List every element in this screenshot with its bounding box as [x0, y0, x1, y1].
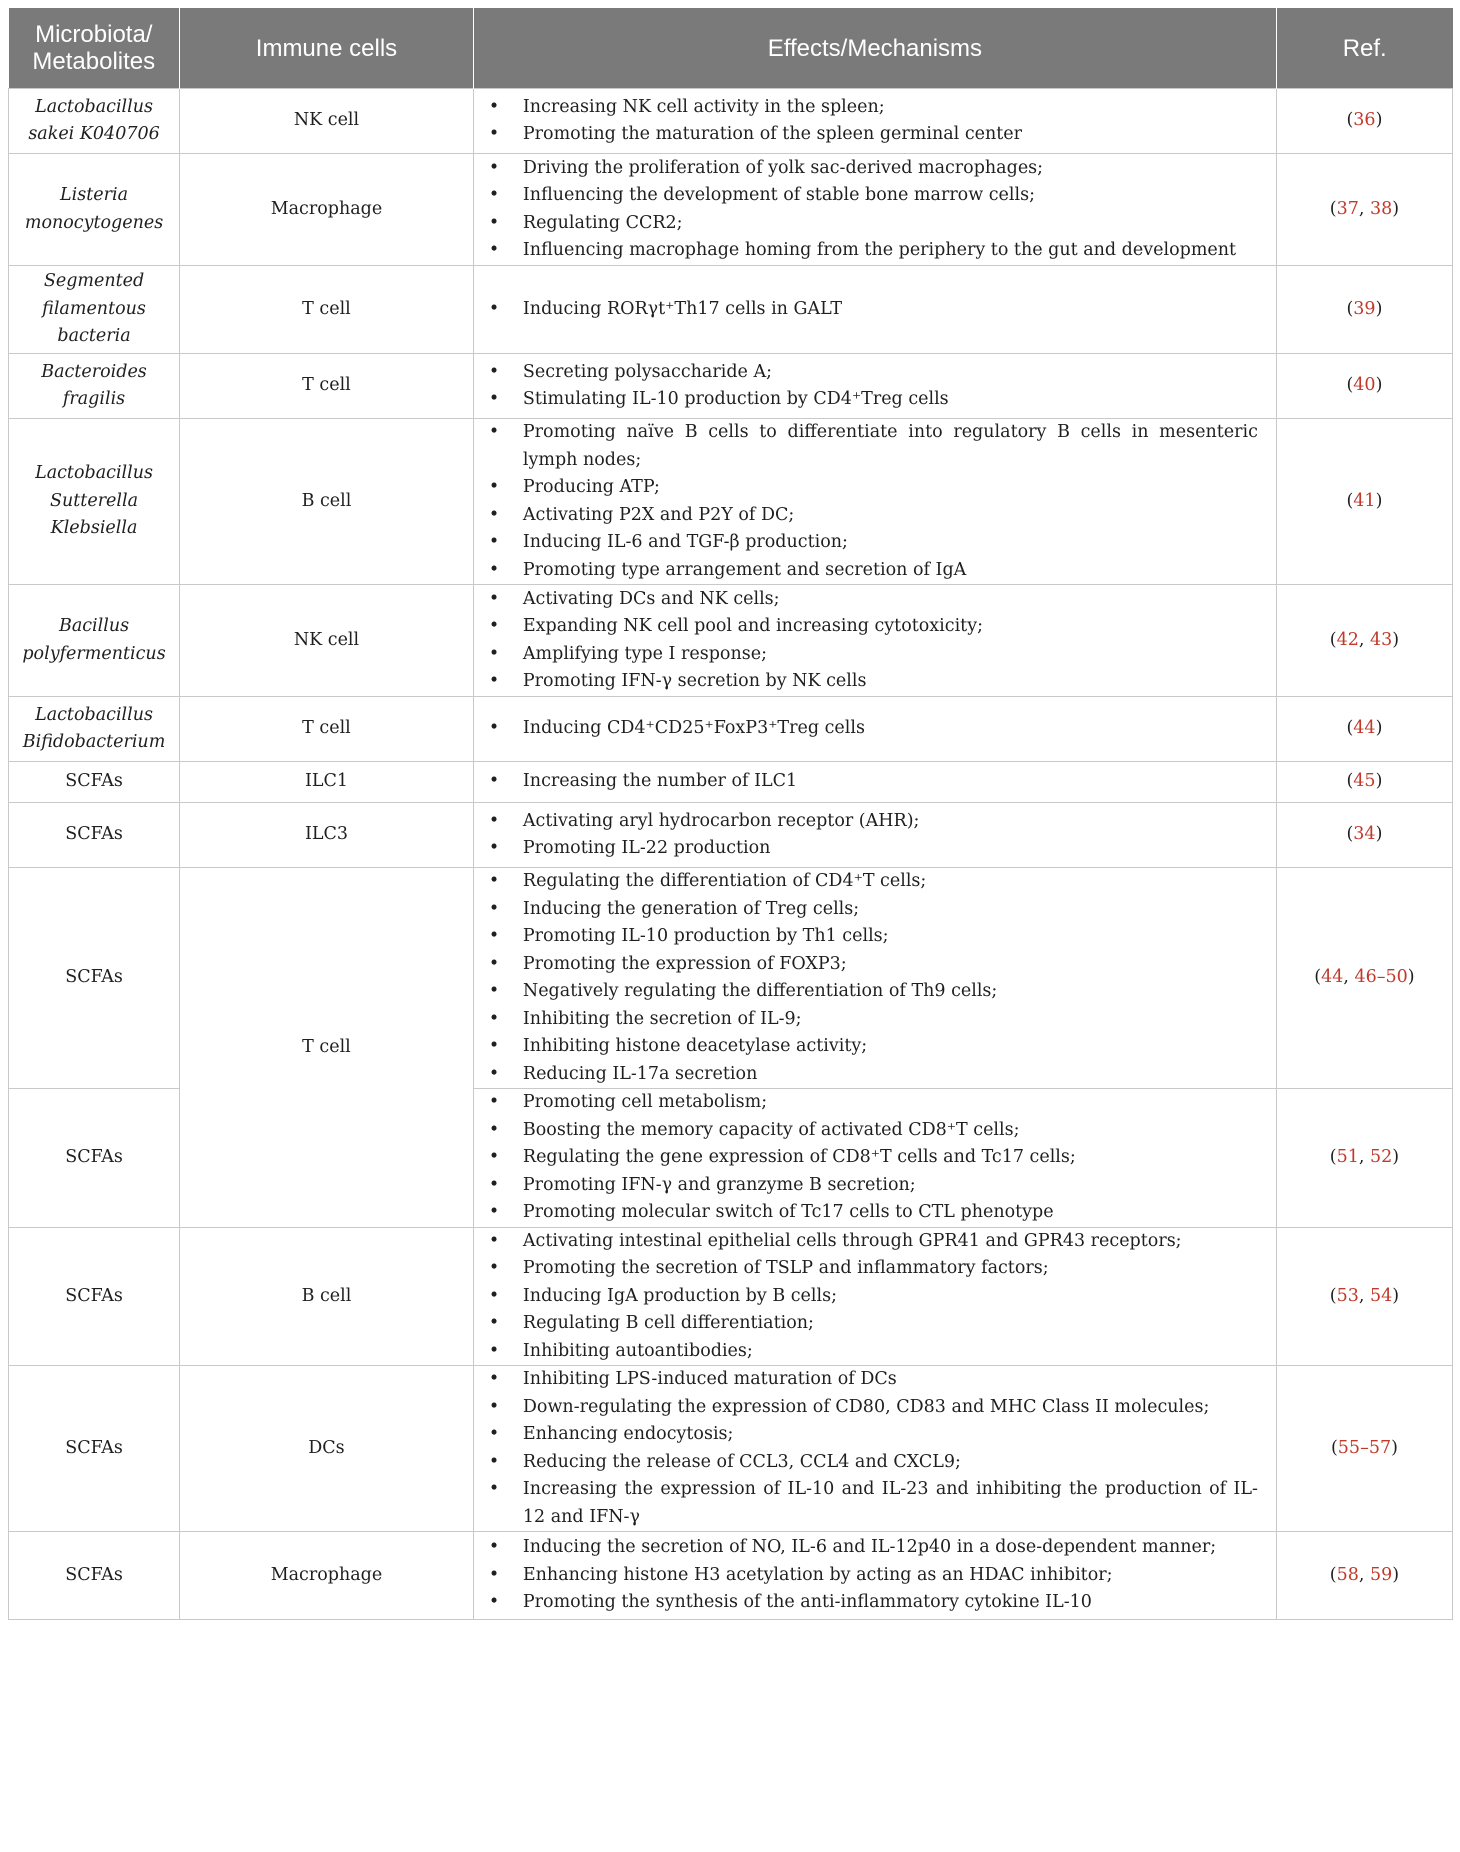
microbiota-line: bacteria: [57, 326, 131, 347]
microbiota-line: fragilis: [62, 389, 126, 409]
immune-cell: ILC3: [180, 803, 474, 868]
effect-item: • Regulating B cell differentiation;: [480, 1310, 1258, 1338]
effects-list: [480, 1089, 1258, 1227]
effect-item: • Inducing the generation of Treg cells;: [480, 896, 1258, 924]
effects-cell: [473, 585, 1276, 697]
microbiota-line: SCFAs: [65, 967, 123, 988]
microbiota-line: Segmented: [43, 271, 145, 292]
table-row: [9, 1227, 1453, 1366]
effects-list: [480, 768, 1258, 796]
header-microbiota: [9, 8, 180, 89]
effect-item: • Amplifying type I response;: [480, 641, 1258, 669]
ref-link[interactable]: 52: [1370, 1147, 1393, 1167]
effects-list: [480, 419, 1258, 584]
effects-list: [480, 1228, 1258, 1366]
microbiota-line: Bacillus: [58, 616, 130, 636]
effect-item: • Inducing CD4⁺CD25⁺FoxP3⁺Treg cells: [480, 715, 1258, 743]
effect-item: • Expanding NK cell pool and increasing cytotoxicity;: [480, 613, 1258, 641]
effect-item: • Promoting the synthesis of the anti-inflammatory cytokine IL-10: [480, 1589, 1258, 1617]
ref-cell: (51, 52): [1276, 1089, 1452, 1228]
ref-cell: (42, 43): [1276, 585, 1452, 697]
effect-item: • Inhibiting the secretion of IL-9;: [480, 1006, 1258, 1034]
microbiota-cell: [9, 1532, 180, 1620]
microbiota-cell: [9, 868, 180, 1089]
microbiota-cell: [9, 1089, 180, 1228]
effect-item: • Reducing the release of CCL3, CCL4 and CXCL9;: [480, 1449, 1258, 1477]
microbiota-line: Listeria: [60, 185, 129, 205]
ref-link[interactable]: 59: [1370, 1564, 1393, 1585]
table-body: [9, 89, 1453, 1620]
effects-list: [480, 155, 1258, 265]
effects-list: [480, 1366, 1258, 1531]
immune-cell: T cell: [180, 697, 474, 762]
microbiota-line: Lactobacillus: [35, 463, 153, 484]
microbiota-cell: [9, 419, 180, 585]
microbiota-line: Sutterella: [50, 490, 139, 511]
ref-link[interactable]: 58: [1336, 1564, 1359, 1585]
effect-item: • Promoting type arrangement and secretion of IgA: [480, 557, 1258, 585]
ref-link[interactable]: 43: [1370, 629, 1393, 650]
effect-item: • Enhancing endocytosis;: [480, 1421, 1258, 1449]
ref-link[interactable]: 44: [1353, 718, 1376, 739]
ref-cell: (44): [1276, 697, 1452, 762]
header-microbiota-line: Microbiota/: [35, 21, 153, 48]
microbiota-cell: [9, 585, 180, 697]
effect-item: • Promoting naïve B cells to differentiate into regulatory B cells in mesenteric lymph nodes;: [480, 419, 1258, 474]
microbiota-line: Bifidobacterium: [22, 732, 166, 752]
effect-item: • Increasing the expression of IL-10 and IL-23 and inhibiting the production of IL-12 and IFN-γ: [480, 1476, 1258, 1531]
effect-item: • Inhibiting LPS-induced maturation of DCs: [480, 1366, 1258, 1394]
ref-link[interactable]: 55–57: [1337, 1437, 1392, 1458]
effects-list: [480, 94, 1258, 149]
effect-item: • Down-regulating the expression of CD80, CD83 and MHC Class II molecules;: [480, 1394, 1258, 1422]
effects-cell: [473, 697, 1276, 762]
microbiota-cell: [9, 697, 180, 762]
effects-cell: [473, 1532, 1276, 1620]
effect-item: • Reducing IL-17a secretion: [480, 1061, 1258, 1089]
ref-cell: (41): [1276, 419, 1452, 585]
effects-cell: [473, 154, 1276, 266]
ref-cell: (36): [1276, 89, 1452, 154]
ref-link[interactable]: 36: [1353, 110, 1376, 131]
ref-cell: (44, 46–50): [1276, 868, 1452, 1089]
microbiota-line: filamentous: [42, 298, 146, 319]
effects-cell: [473, 354, 1276, 419]
immune-cell: Macrophage: [180, 1532, 474, 1620]
effects-list: [480, 586, 1258, 696]
immune-table: [8, 8, 1453, 1620]
effect-item: • Stimulating IL-10 production by CD4⁺Treg cells: [480, 386, 1258, 414]
ref-link[interactable]: 46–50: [1354, 967, 1408, 988]
effects-cell: [473, 1089, 1276, 1228]
effect-item: • Activating DCs and NK cells;: [480, 586, 1258, 614]
table-row: [9, 1532, 1453, 1620]
microbiota-line: SCFAs: [65, 824, 123, 845]
immune-cell: B cell: [180, 419, 474, 585]
immune-cell: NK cell: [180, 89, 474, 154]
table-row: [9, 762, 1453, 803]
effect-item: • Increasing the number of ILC1: [480, 768, 1258, 796]
effect-item: • Promoting IL-22 production: [480, 835, 1258, 863]
microbiota-line: SCFAs: [65, 771, 123, 792]
microbiota-line: SCFAs: [65, 1285, 123, 1306]
ref-link[interactable]: 39: [1353, 298, 1376, 319]
header-ref: Ref.: [1276, 8, 1452, 89]
effect-item: • Boosting the memory capacity of activated CD8⁺T cells;: [480, 1117, 1258, 1145]
ref-link[interactable]: 51: [1336, 1147, 1359, 1167]
immune-cell: NK cell: [180, 585, 474, 697]
effect-item: • Producing ATP;: [480, 474, 1258, 502]
immune-cell: T cell: [180, 354, 474, 419]
table-row: [9, 354, 1453, 419]
immune-cell: Macrophage: [180, 154, 474, 266]
header-microbiota-line: Metabolites: [32, 48, 156, 75]
immune-cell: B cell: [180, 1227, 474, 1366]
ref-link[interactable]: 41: [1353, 490, 1376, 511]
effects-list: [480, 1534, 1258, 1617]
table-row: [9, 154, 1453, 266]
table-row: [9, 266, 1453, 354]
table-row: [9, 697, 1453, 762]
effects-cell: [473, 1366, 1276, 1532]
ref-cell: (39): [1276, 266, 1452, 354]
effects-list: [480, 359, 1258, 414]
ref-link[interactable]: 40: [1353, 375, 1376, 396]
ref-link[interactable]: 54: [1370, 1285, 1393, 1306]
microbiota-cell: [9, 1227, 180, 1366]
table-row: [9, 89, 1453, 154]
effects-cell: [473, 266, 1276, 354]
effect-item: • Promoting molecular switch of Tc17 cells to CTL phenotype: [480, 1199, 1258, 1227]
effect-item: • Promoting IFN-γ and granzyme B secretion;: [480, 1172, 1258, 1200]
effects-cell: [473, 89, 1276, 154]
effect-item: • Activating P2X and P2Y of DC;: [480, 502, 1258, 530]
table-row: [9, 1366, 1453, 1532]
effect-item: • Regulating CCR2;: [480, 210, 1258, 238]
microbiota-cell: [9, 89, 180, 154]
header-immune-cells: Immune cells: [180, 8, 474, 89]
effect-item: • Promoting the expression of FOXP3;: [480, 951, 1258, 979]
table-row: [9, 868, 1453, 1089]
microbiota-line: SCFAs: [65, 1564, 123, 1585]
effect-item: • Negatively regulating the differentiation of Th9 cells;: [480, 978, 1258, 1006]
effect-item: • Promoting IL-10 production by Th1 cells;: [480, 923, 1258, 951]
effect-item: • Influencing the development of stable bone marrow cells;: [480, 182, 1258, 210]
effect-item: • Enhancing histone H3 acetylation by acting as an HDAC inhibitor;: [480, 1562, 1258, 1590]
effect-item: • Promoting cell metabolism;: [480, 1089, 1258, 1117]
ref-link[interactable]: 44: [1321, 967, 1344, 988]
immune-cell: ILC1: [180, 762, 474, 803]
ref-link[interactable]: 53: [1336, 1285, 1359, 1306]
ref-link[interactable]: 37: [1336, 198, 1359, 219]
effects-cell: [473, 762, 1276, 803]
microbiota-cell: [9, 154, 180, 266]
microbiota-line: Bacteroides: [41, 361, 147, 382]
microbiota-cell: [9, 762, 180, 803]
effects-list: [480, 868, 1258, 1088]
header-row: [9, 8, 1453, 89]
effects-list: [480, 296, 1258, 324]
effect-item: • Increasing NK cell activity in the spleen;: [480, 94, 1258, 122]
effect-item: • Inducing IL-6 and TGF-β production;: [480, 529, 1258, 557]
ref-link[interactable]: 45: [1353, 771, 1376, 792]
effect-item: • Driving the proliferation of yolk sac-derived macrophages;: [480, 155, 1258, 183]
ref-link[interactable]: 42: [1336, 629, 1359, 650]
effect-item: • Promoting the maturation of the spleen germinal center: [480, 121, 1258, 149]
header-effects: Effects/Mechanisms: [473, 8, 1276, 89]
effects-list: [480, 808, 1258, 863]
ref-link[interactable]: 34: [1353, 824, 1376, 845]
microbiota-line: monocytogenes: [24, 212, 164, 233]
effects-cell: [473, 1227, 1276, 1366]
effect-item: • Regulating the differentiation of CD4⁺T cells;: [480, 868, 1258, 896]
immune-cell: DCs: [180, 1366, 474, 1532]
ref-cell: (34): [1276, 803, 1452, 868]
microbiota-cell: [9, 803, 180, 868]
ref-cell: (58, 59): [1276, 1532, 1452, 1620]
effect-item: • Regulating the gene expression of CD8⁺T cells and Tc17 cells;: [480, 1144, 1258, 1172]
microbiota-line: polyfermenticus: [22, 643, 166, 664]
effect-item: • Inhibiting autoantibodies;: [480, 1338, 1258, 1366]
table-row: [9, 803, 1453, 868]
microbiota-line: SCFAs: [65, 1437, 123, 1458]
effect-item: • Inducing RORγt⁺Th17 cells in GALT: [480, 296, 1258, 324]
microbiota-cell: [9, 1366, 180, 1532]
microbiota-line: SCFAs: [65, 1147, 123, 1167]
table-row: [9, 585, 1453, 697]
effects-cell: [473, 803, 1276, 868]
immune-cell: T cell: [180, 868, 474, 1228]
effects-list: [480, 715, 1258, 743]
effect-item: • Influencing macrophage homing from the periphery to the gut and development: [480, 237, 1258, 265]
effect-item: • Activating intestinal epithelial cells through GPR41 and GPR43 receptors;: [480, 1228, 1258, 1256]
effect-item: • Inducing IgA production by B cells;: [480, 1283, 1258, 1311]
microbiota-cell: [9, 354, 180, 419]
ref-cell: (37, 38): [1276, 154, 1452, 266]
ref-cell: (55–57): [1276, 1366, 1452, 1532]
ref-link[interactable]: 38: [1370, 198, 1393, 219]
effect-item: • Inhibiting histone deacetylase activity;: [480, 1033, 1258, 1061]
table-row: [9, 419, 1453, 585]
effect-item: • Secreting polysaccharide A;: [480, 359, 1258, 387]
ref-cell: (40): [1276, 354, 1452, 419]
effect-item: • Inducing the secretion of NO, IL-6 and IL-12p40 in a dose-dependent manner;: [480, 1534, 1258, 1562]
microbiota-cell: [9, 266, 180, 354]
ref-cell: (53, 54): [1276, 1227, 1452, 1366]
effect-item: • Activating aryl hydrocarbon receptor (AHR);: [480, 808, 1258, 836]
effects-cell: [473, 868, 1276, 1089]
effect-item: • Promoting IFN-γ secretion by NK cells: [480, 668, 1258, 696]
immune-cell: T cell: [180, 266, 474, 354]
ref-cell: (45): [1276, 762, 1452, 803]
effect-item: • Promoting the secretion of TSLP and inflammatory factors;: [480, 1255, 1258, 1283]
microbiota-line: Lactobacillus: [35, 704, 153, 725]
microbiota-line: Klebsiella: [50, 518, 138, 539]
microbiota-line: Lactobacillus: [35, 96, 153, 117]
effects-cell: [473, 419, 1276, 585]
microbiota-line: sakei K040706: [28, 124, 160, 144]
